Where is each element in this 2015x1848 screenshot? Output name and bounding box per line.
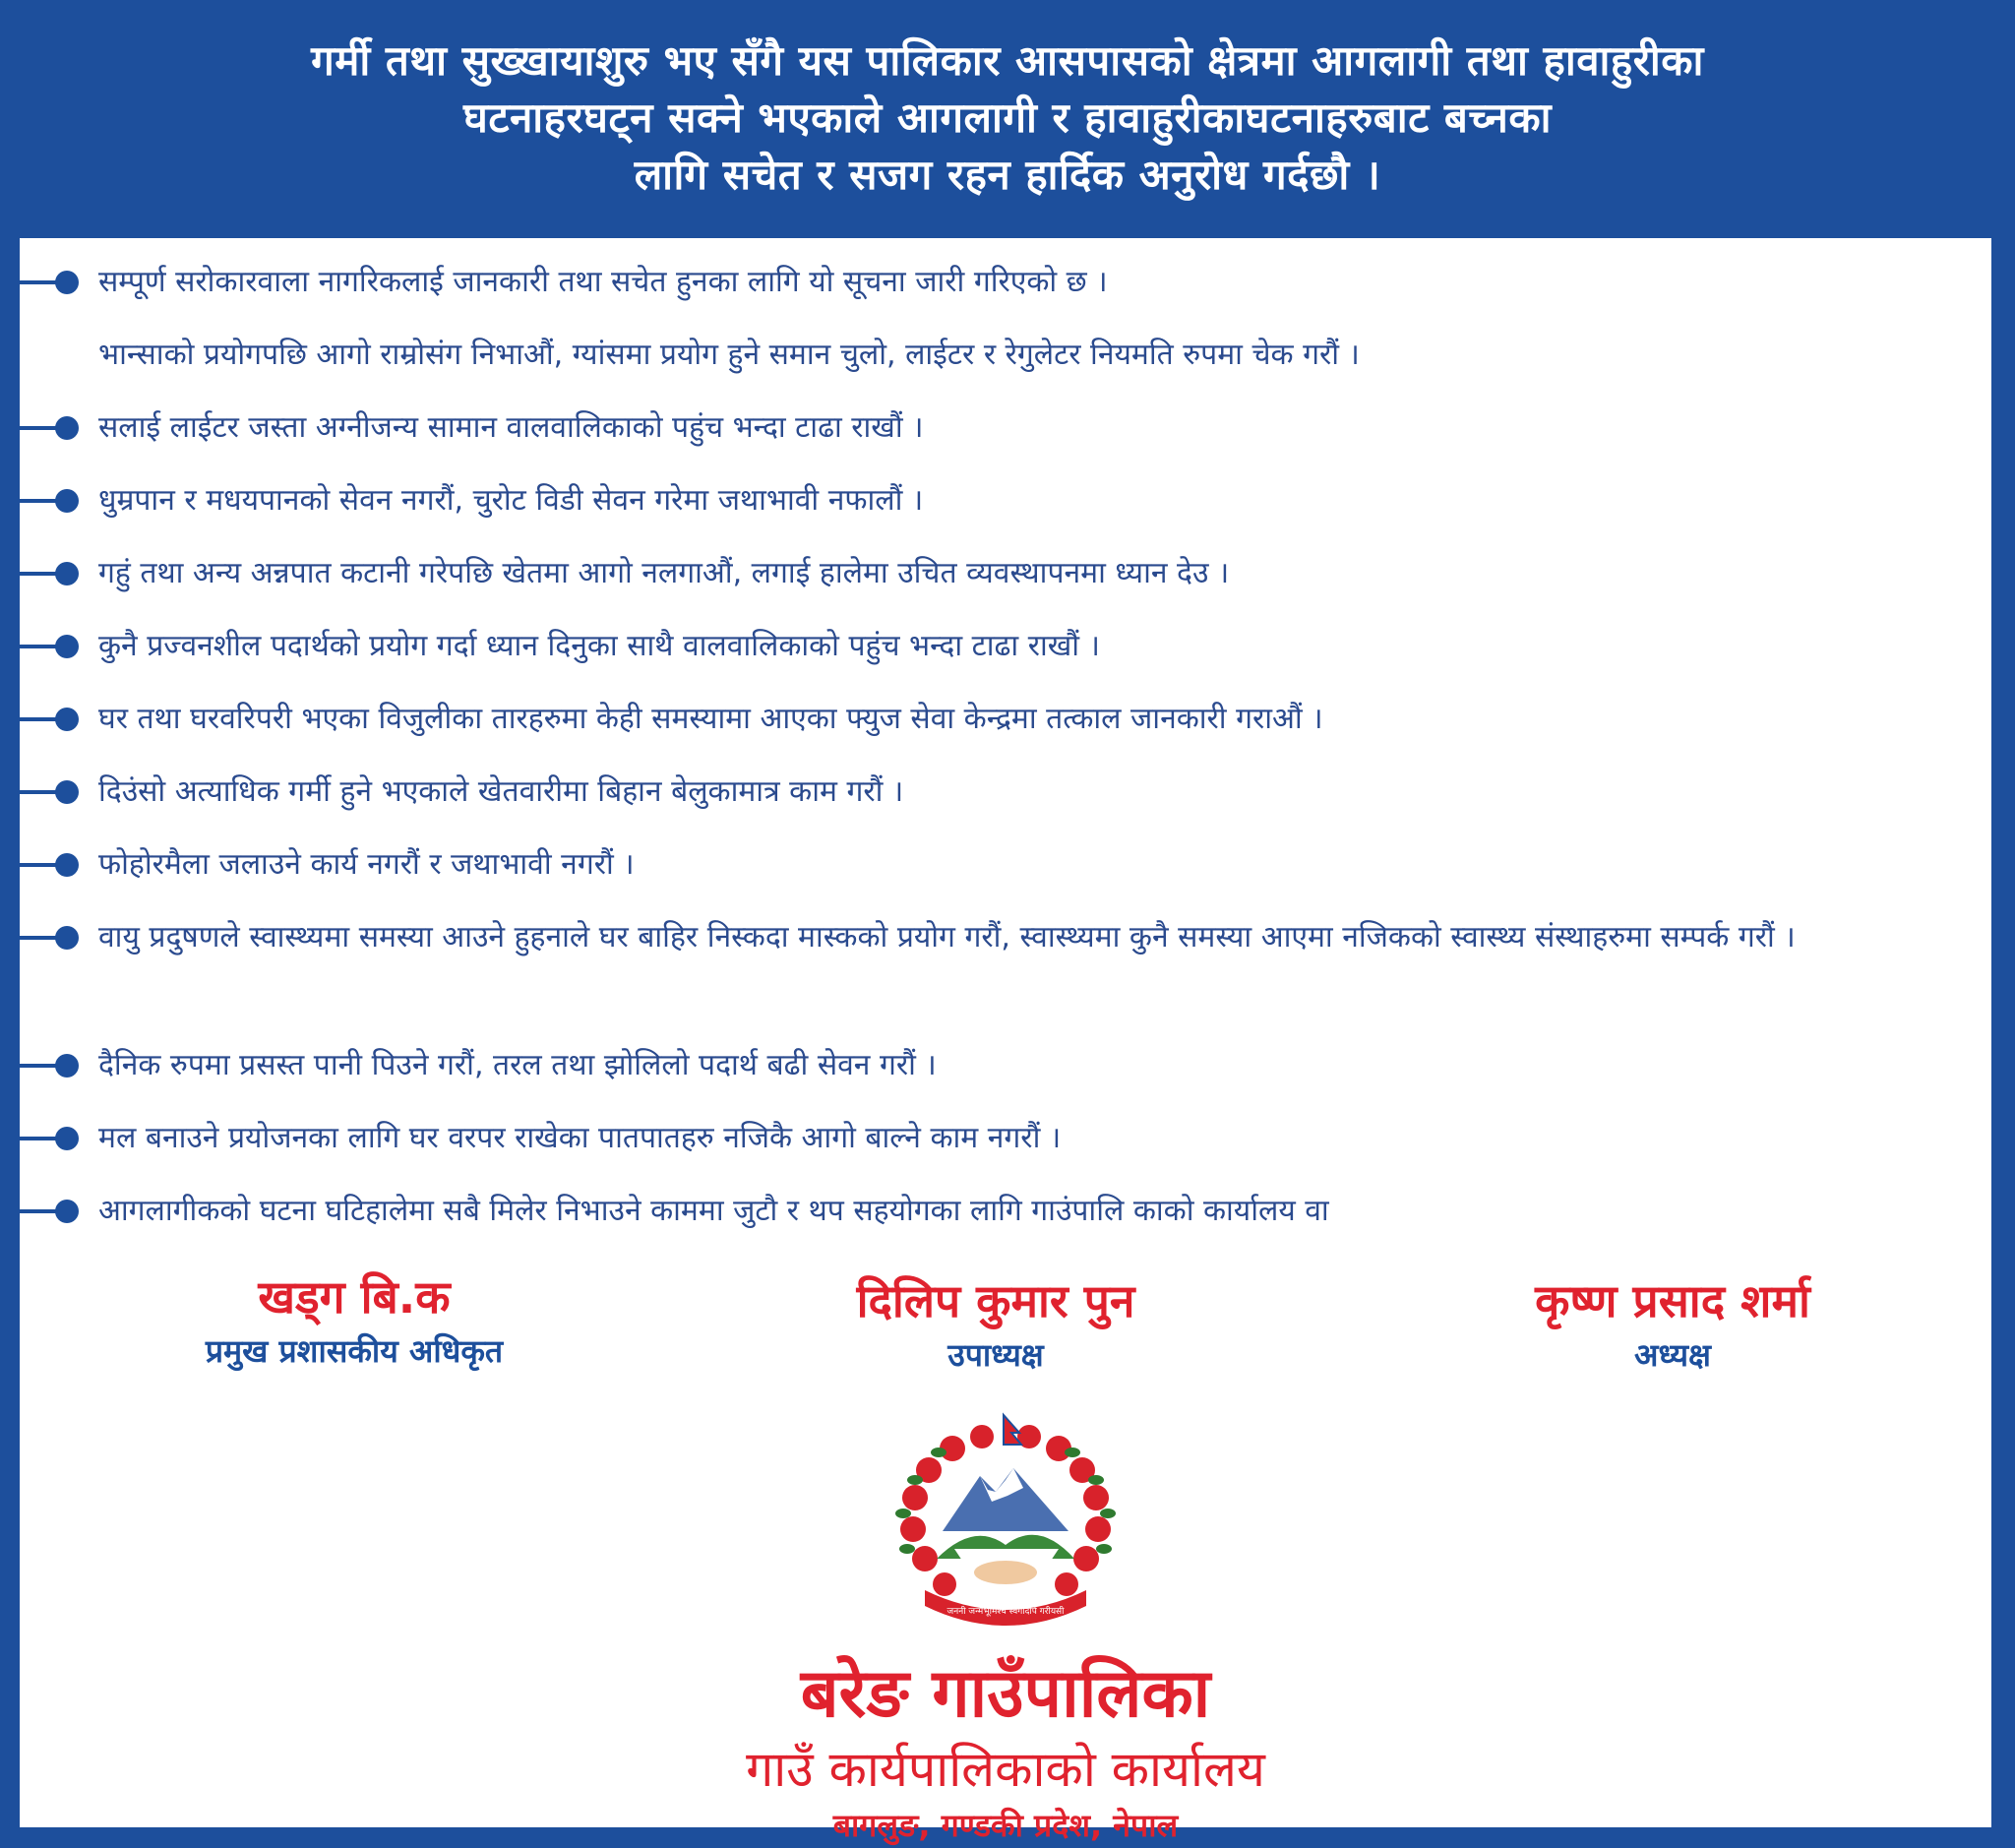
header-line-2: घटनाहरघट्न सक्ने भएकाले आगलागी र हावाहुरीकाघटनाहरुबाट बच्नका <box>463 93 1552 142</box>
list-item-text: धुम्रपान र मधयपानको सेवन नगरौं, चुरोट विडी सेवन गरेमा जथाभावी नफालौं । <box>98 483 924 518</box>
bullet-icon <box>20 635 77 658</box>
list-item-text: सलाई लाईटर जस्ता अग्नीजन्य सामान वालवालिकाको पहुंच भन्दा टाढा राखौं । <box>98 410 924 445</box>
list-item-text: घर तथा घरवरिपरी भएका विजुलीका तारहरुमा केही समस्यामा आएका फ्युज सेवा केन्द्रमा तत्काल जानकारी गराऔं । <box>98 702 1323 736</box>
bullet-icon <box>20 562 77 585</box>
list-item-text: कुनै प्रज्वनशील पदार्थको प्रयोग गर्दा ध्यान दिनुका साथै वालवालिकाको पहुंच भन्दा टाढा राखौं । <box>98 629 1100 663</box>
signatory-name: खड्ग बि.क <box>258 1270 451 1324</box>
list-item-text: मल बनाउने प्रयोजनका लागि घर वरपर राखेका पातपातहरु नजिकै आगो बाल्ने काम नगरौं । <box>98 1121 1062 1155</box>
signatory-title: उपाध्यक्ष <box>947 1336 1044 1374</box>
bullet-icon <box>20 416 77 440</box>
bullet-icon <box>20 853 77 877</box>
list-item-text: वायु प्रदुषणले स्वास्थ्यमा समस्या आउने हुहनाले घर बाहिर निस्कदा मास्कको प्रयोग गरौं, स्वास्थ्यमा कुनै समस्या आएमा नजिकको स्वास्थ्य संस्थाहरुमा सम्पर्क गरौं । <box>98 920 1796 955</box>
list-item-text: दैनिक रुपमा प्रसस्त पानी पिउने गरौं, तरल तथा झोलिलो पदार्थ बढी सेवन गरौं । <box>98 1048 937 1082</box>
organization-address: बागलुङ, गण्डकी प्रदेश, नेपाल <box>832 1807 1179 1844</box>
list-item-text: भान्साको प्रयोगपछि आगो राम्रोसंग निभाऔं, ग्यांसमा प्रयोग हुने समान चुलो, लाईटर र रेगुलेटर नियमति रुपमा चेक गरौं । <box>98 338 1360 372</box>
signatory-vice-chair <box>720 1271 1271 1380</box>
signatory-cao <box>79 1267 630 1376</box>
list-item-text: फोहोरमैला जलाउने कार्य नगरौं र जथाभावी नगरौं । <box>98 847 635 882</box>
list-item-text: आगलागीकको घटना घटिहालेमा सबै मिलेर निभाउने काममा जुटौ र थप सहयोगका लागि गाउंपालि काको कार्यालय वा <box>98 1194 1329 1228</box>
header-line-1: गर्मी तथा सुख्खायाशुरु भए सँगै यस पालिकार आसपासको क्षेत्रमा आगलागी तथा हावाहुरीका <box>311 36 1704 85</box>
bullet-icon <box>20 926 77 950</box>
bullet-icon <box>20 271 77 294</box>
signatory-name: कृष्ण प्रसाद शर्मा <box>1535 1274 1810 1327</box>
emblem-motto: जननी जन्मभूमिश्च स्वर्गादपि गरीयसी <box>946 1607 1065 1617</box>
bullet-icon <box>20 708 77 731</box>
bullet-icon <box>20 1200 77 1223</box>
bullet-icon <box>20 1054 77 1078</box>
organization-office: गाउँ कार्यपालिकाको कार्यालय <box>746 1741 1265 1798</box>
bullet-icon <box>20 1127 77 1150</box>
list-item-text: दिउंसो अत्याधिक गर्मी हुने भएकाले खेतवारीमा बिहान बेलुकामात्र काम गरौं । <box>98 774 904 809</box>
list-item-text: सम्पूर्ण सरोकारवाला नागरिकलाई जानकारी तथा सचेत हुनका लागि यो सूचना जारी गरिएको छ । <box>98 265 1108 299</box>
list-item-text: गहुं तथा अन्य अन्नपात कटानी गरेपछि खेतमा आगो नलगाऔं, लगाई हालेमा उचित व्यवस्थापनमा ध्यान देउ । <box>98 556 1230 590</box>
notice-header <box>0 0 2015 236</box>
organization-name: बरेङ गाउँपालिका <box>800 1655 1211 1733</box>
signatory-title: अध्यक्ष <box>1634 1336 1711 1374</box>
signatory-chair <box>1397 1271 1948 1380</box>
signatory-title: प्रमुख प्रशासकीय अधिकृत <box>205 1332 504 1370</box>
nepal-emblem-icon <box>885 1411 1126 1647</box>
header-line-3: लागि सचेत र सजग रहन हार्दिक अनुरोध गर्दछौ । <box>634 151 1381 199</box>
notice-panel <box>20 238 1991 1844</box>
signatory-name: दिलिप कुमार पुन <box>856 1274 1135 1327</box>
bullet-icon <box>20 780 77 804</box>
bullet-icon <box>20 489 77 513</box>
